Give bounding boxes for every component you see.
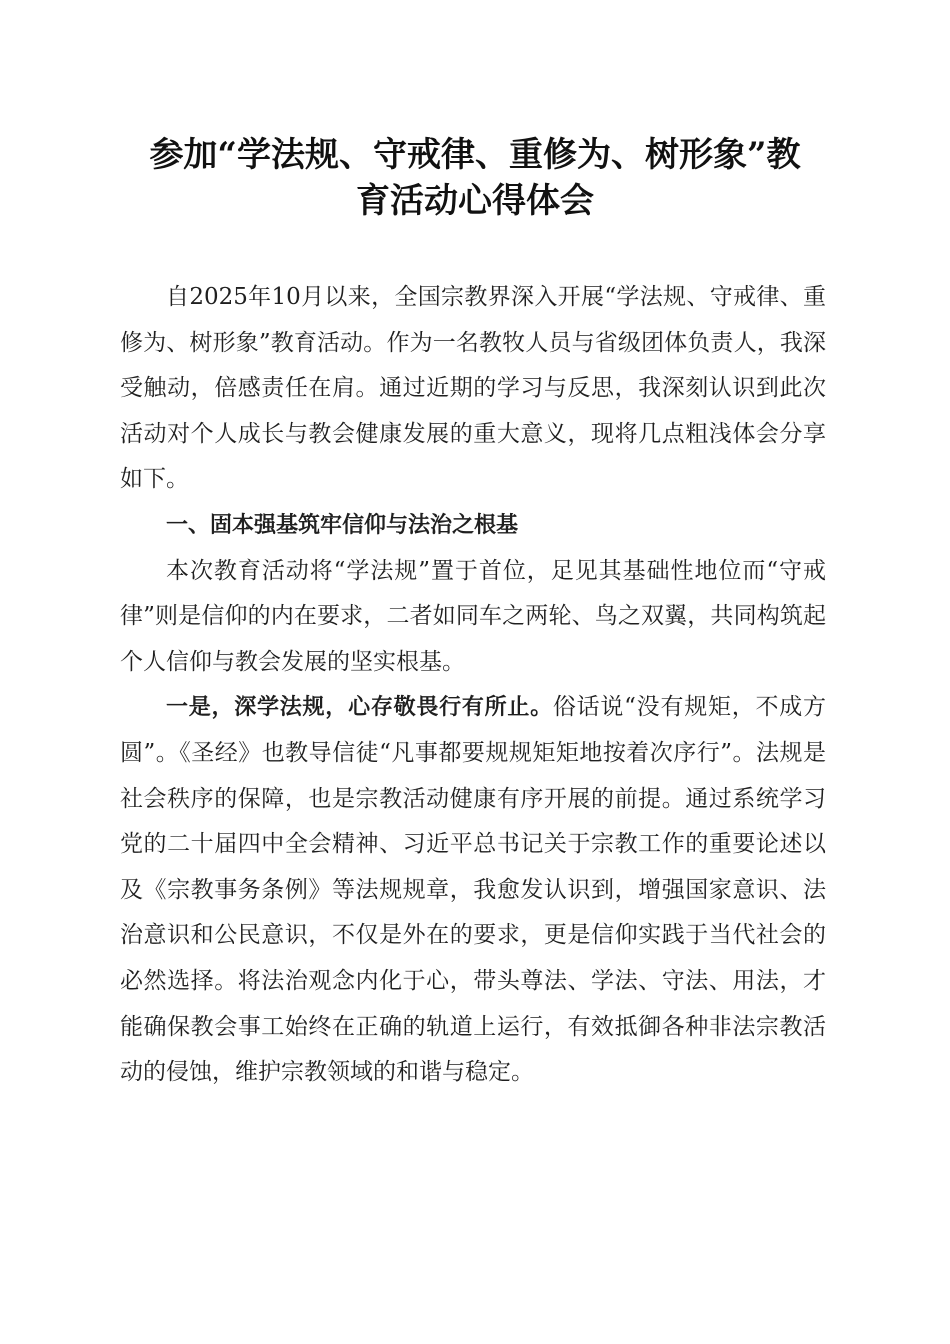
point-1-paragraph [120, 685, 826, 1095]
document-body [120, 275, 826, 1096]
point-1-lead: 一是，深学法规，心存敬畏行有所止。 [166, 695, 553, 721]
title-line-1: 参加“学法规、守戒律、重修为、树形象”教 [149, 135, 801, 175]
document-title [90, 132, 860, 224]
section-1-paragraph: 本次教育活动将“学法规”置于首位，足见其基础性地位而“守戒律”则是信仰的内在要求，二者如同车之两轮、鸟之双翼，共同构筑起个人信仰与教会发展的坚实根基。 [120, 557, 826, 675]
point-1-body: 俗话说“没有规矩，不成方圆”。《圣经》也教导信徒“凡事都要规规矩矩地按着次序行”。法规是社会秩序的保障，也是宗教活动健康有序开展的前提。通过系统学习党的二十届四中全会精神、习近平总书记关于宗教工作的重要论述以及《宗教事务条例》等法规规章，我愈发认识到，增强国家意识、法治意识和公民意识，不仅是外在的要求，更是信仰实践于当代社会的必然选择。将法治观念内化于心，带头尊法、学法、守法、用法，才能确保教会事工始终在正确的轨道上运行，有效抵御各种非法宗教活动的侵蚀，维护宗教领域的和谐与稳定。 [120, 694, 826, 1086]
title-line-2: 育活动心得体会 [356, 181, 594, 221]
intro-paragraph: 自2025年10月以来，全国宗教界深入开展“学法规、守戒律、重修为、树形象”教育活动。作为一名教牧人员与省级团体负责人，我深受触动，倍感责任在肩。通过近期的学习与反思，我深刻认识到此次活动对个人成长与教会健康发展的重大意义，现将几点粗浅体会分享如下。 [120, 284, 826, 493]
section-heading-1: 一、固本强基筑牢信仰与法治之根基 [166, 512, 519, 538]
